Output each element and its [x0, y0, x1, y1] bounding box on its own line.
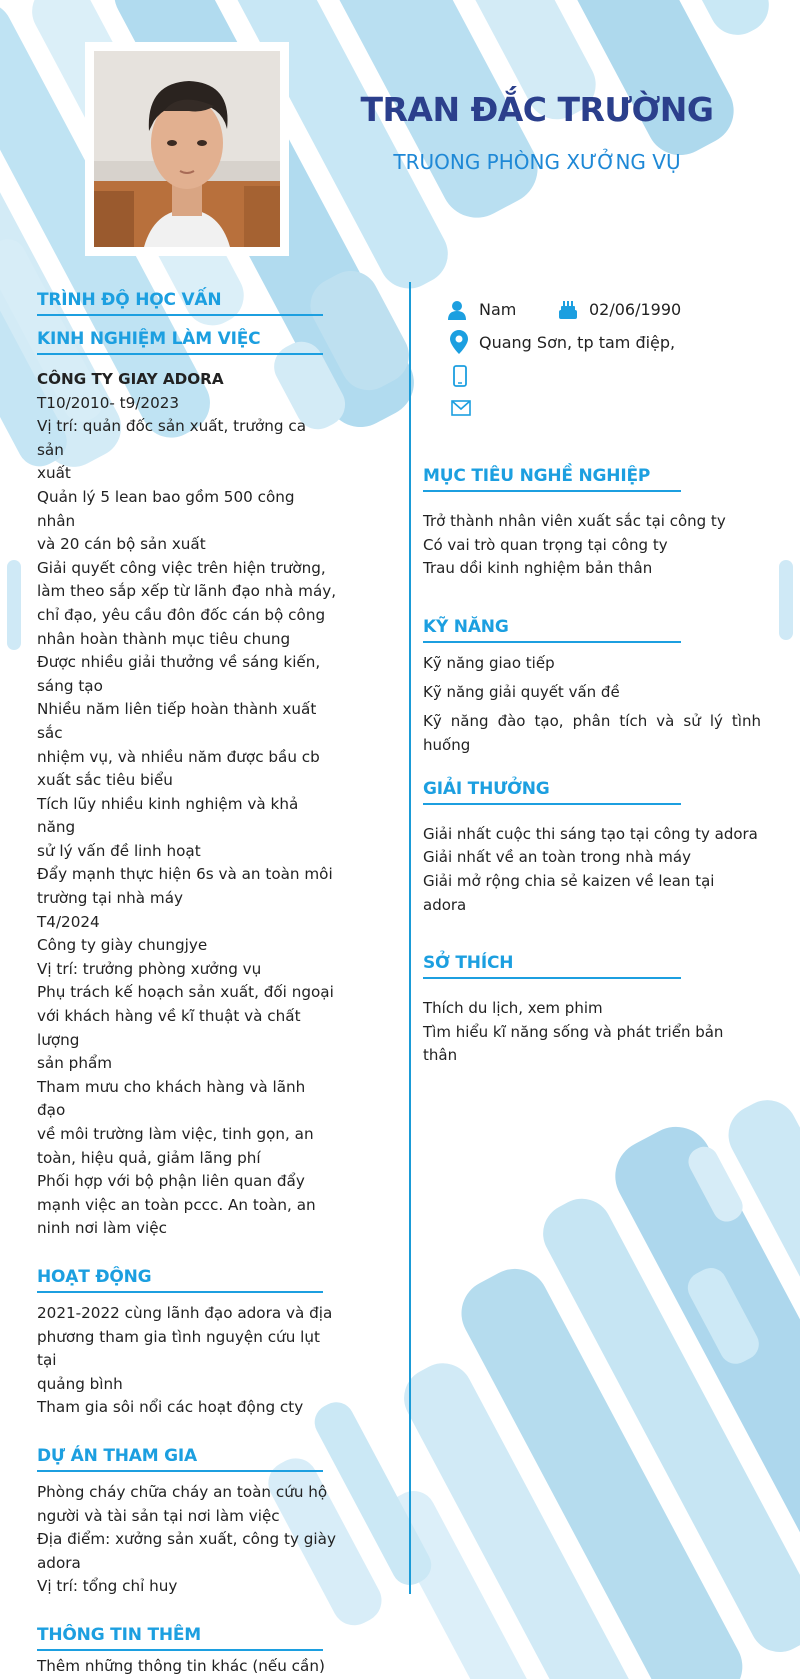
job-title: TRUONG PHÒNG XƯỞNG VỤ — [393, 150, 681, 174]
experience-line: trường tại nhà máy — [37, 889, 183, 908]
project-line: Phòng cháy chữa cháy an toàn cứu hộ — [37, 1482, 328, 1501]
experience-line: Tích lũy nhiều kinh nghiệm và khả năng — [37, 794, 299, 837]
education-heading: TRÌNH ĐỘ HỌC VẤN — [37, 290, 323, 316]
experience-line: Vị trí: trưởng phòng xưởng vụ — [37, 959, 262, 978]
award-line: Giải nhất về an toàn trong nhà máy — [423, 848, 691, 867]
email-icon — [451, 400, 471, 416]
experience-line: và 20 cán bộ sản xuất — [37, 535, 206, 554]
experience-line: về môi trường làm việc, tinh gọn, an — [37, 1125, 314, 1143]
project-line: adora — [37, 1553, 81, 1572]
hobbies-list — [423, 997, 761, 1068]
experience-line: sáng tạo — [37, 676, 103, 695]
avatar-frame — [85, 42, 289, 256]
objective-heading: MỤC TIÊU NGHỀ NGHIỆP — [423, 466, 681, 492]
awards-list — [423, 823, 761, 917]
right-column — [423, 290, 761, 1068]
contact-block — [423, 290, 761, 420]
project-line: Địa điểm: xưởng sản xuất, công ty giày — [37, 1530, 336, 1549]
activities-heading: HOẠT ĐỘNG — [37, 1267, 323, 1293]
cv-page — [7, 0, 793, 1675]
person-name: TRAN ĐẮC TRƯỜNG — [360, 90, 714, 129]
experience-line: Được nhiều giải thưởng về sáng kiến, — [37, 653, 321, 672]
skill-line: Kỹ năng giao tiếp — [423, 653, 555, 672]
experience-line: xuất — [37, 464, 71, 483]
activity-line: Tham gia sôi nổi các hoạt động cty — [37, 1398, 304, 1417]
avatar — [94, 51, 280, 247]
hobbies-heading: SỞ THÍCH — [423, 953, 681, 979]
experience-list — [37, 368, 337, 1241]
activity-line: phương tham gia tình nguyện cứu lụt tại — [37, 1327, 320, 1370]
experience-line: Giải quyết công việc trên hiện trường, — [37, 558, 326, 577]
experience-line: Nhiều năm liên tiếp hoàn thành xuất sắc — [37, 700, 317, 742]
experience-line: chỉ đạo, yêu cầu đôn đốc cán bộ công — [37, 605, 326, 624]
hobby-line: Thích du lịch, xem phim — [423, 999, 603, 1018]
experience-line: với khách hàng về kĩ thuật và chất lượng — [37, 1007, 301, 1049]
projects-list — [37, 1481, 337, 1599]
experience-line: nhiệm vụ, và nhiều năm được bầu cb — [37, 747, 320, 766]
objective-line: Trau dồi kinh nghiệm bản thân — [423, 559, 653, 578]
experience-line: Quản lý 5 lean bao gồm 500 công nhân — [37, 487, 295, 530]
hobby-line: Tìm hiểu kĩ năng sống và phát triển bản thân — [423, 1022, 724, 1065]
skills-list — [423, 651, 761, 757]
objective-line: Có vai trò quan trọng tại công ty — [423, 535, 668, 554]
experience-heading: KINH NGHIỆM LÀM VIỆC — [37, 329, 323, 355]
skills-heading: KỸ NĂNG — [423, 617, 681, 643]
column-divider — [409, 282, 411, 1594]
experience-line: toàn, hiệu quả, giảm lãng phí — [37, 1148, 261, 1167]
experience-line: nhân hoàn thành mục tiêu chung — [37, 629, 291, 648]
projects-heading: DỰ ÁN THAM GIA — [37, 1446, 323, 1472]
experience-line: xuất sắc tiêu biểu — [37, 771, 173, 790]
experience-line: làm theo sắp xếp từ lãnh đạo nhà máy, — [37, 582, 337, 601]
activities-list — [37, 1302, 337, 1420]
activity-line: quảng bình — [37, 1374, 123, 1393]
experience-line: Phối hợp với bộ phận liên quan đẩy — [37, 1172, 305, 1191]
experience-line: Phụ trách kế hoạch sản xuất, đối ngoại — [37, 983, 334, 1002]
cake-icon — [557, 299, 579, 321]
project-line: người và tài sản tại nơi làm việc — [37, 1506, 280, 1525]
objective-line: Trở thành nhân viên xuất sắc tại công ty — [423, 512, 726, 530]
more-info-heading: THÔNG TIN THÊM — [37, 1625, 323, 1651]
skill-line: Kỹ năng giải quyết vấn đề — [423, 682, 620, 701]
experience-line: T4/2024 — [37, 912, 100, 931]
project-line: Vị trí: tổng chỉ huy — [37, 1577, 178, 1596]
experience-line: T10/2010- t9/2023 — [37, 393, 180, 412]
address-text: Quang Sơn, tp tam điệp, — [479, 333, 676, 352]
awards-heading: GIẢI THƯỞNG — [423, 779, 681, 805]
experience-line: Công ty giày chungjye — [37, 936, 208, 955]
gender-text: Nam — [479, 300, 517, 319]
location-icon — [450, 330, 468, 354]
experience-line: Đẩy mạnh thực hiện 6s và an toàn môi — [37, 865, 333, 884]
birthday-text: 02/06/1990 — [589, 300, 682, 319]
phone-icon — [453, 365, 467, 387]
experience-line: Vị trí: quản đốc sản xuất, trưởng ca sản — [37, 417, 307, 459]
experience-line: sử lý vấn đề linh hoạt — [37, 841, 201, 860]
person-icon — [447, 300, 467, 320]
experience-line: mạnh việc an toàn pccc. An toàn, an — [37, 1195, 316, 1214]
more-info-line: Thêm những thông tin khác (nếu cần) — [37, 1656, 325, 1675]
activity-line: 2021-2022 cùng lãnh đạo adora và địa — [37, 1303, 333, 1322]
award-line: Giải mở rộng chia sẻ kaizen về lean tại adora — [423, 871, 715, 914]
experience-line: CÔNG TY GIAY ADORA — [37, 370, 224, 388]
objective-list — [423, 510, 761, 581]
skill-line: Kỹ năng đào tạo, phân tích và sử lý tình huống — [423, 711, 761, 754]
award-line: Giải nhất cuộc thi sáng tạo tại công ty adora — [423, 824, 758, 843]
experience-line: ninh nơi làm việc — [37, 1219, 167, 1238]
experience-line: Tham mưu cho khách hàng và lãnh đạo — [37, 1077, 306, 1120]
left-column — [37, 290, 337, 1679]
experience-line: sản phẩm — [37, 1054, 113, 1073]
